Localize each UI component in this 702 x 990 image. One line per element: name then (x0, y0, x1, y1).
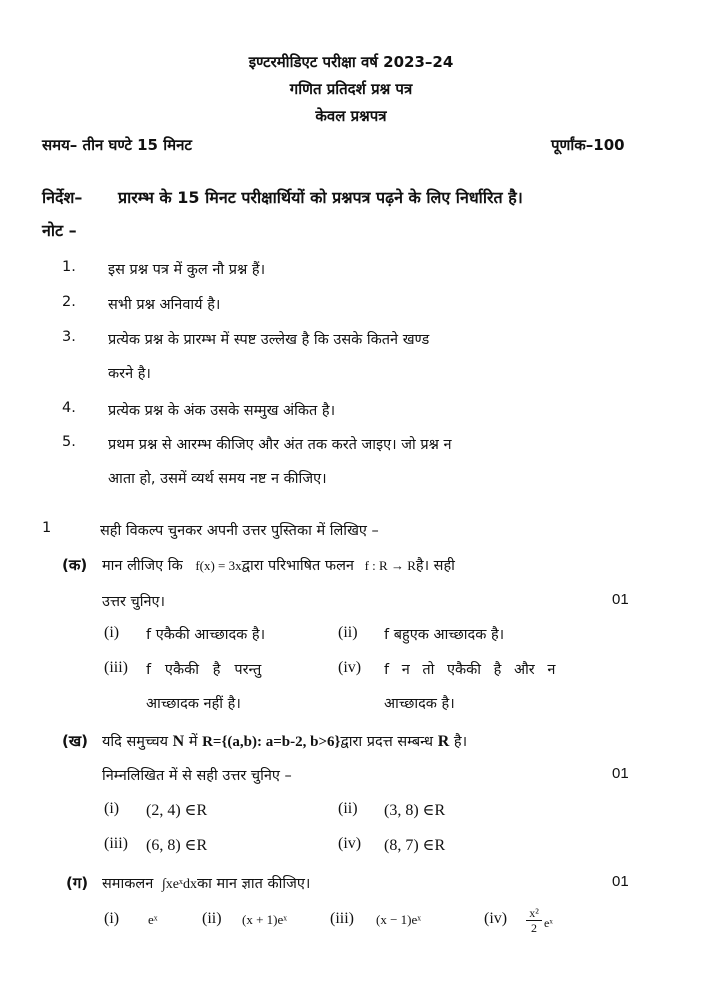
option-number: (i) (104, 624, 120, 641)
relation-definition: R={(a,b): a=b-2, b>6} (202, 734, 341, 750)
option-text: f बहुएक आच्छादक है। (384, 627, 505, 643)
part-text: समाकलन ∫xeˣdxका मान ज्ञात कीजिए। (102, 876, 311, 892)
option-text: (3, 8) ∈R (384, 802, 446, 819)
option-number: (ii) (338, 624, 358, 641)
part-marks: 01 (612, 873, 629, 890)
note-text: प्रत्येक प्रश्न के अंक उसके सम्मुख अंकित है। (108, 403, 336, 419)
note-number: 2. (62, 294, 76, 310)
note-text: प्रथम प्रश्न से आरम्भ कीजिए और अंत तक करते जाइए। जो प्रश्न न (108, 437, 452, 453)
option-number: (i) (104, 800, 120, 817)
part-text: यदि समुच्चय N में R={(a,b): a=b-2, b>6}द्वारा प्रदत्त सम्बन्ध R है। (102, 733, 468, 750)
option-fraction (526, 906, 542, 935)
option-text: eˣ (148, 912, 158, 927)
option-text: f एकैकी आच्छादक है। (146, 627, 266, 643)
option-text: f एकैकी है परन्तु (146, 662, 262, 678)
part-text-continued: निम्नलिखित में से सही उत्तर चुनिए – (102, 768, 292, 784)
relation-symbol: R (437, 733, 450, 750)
question-text: सही विकल्प चुनकर अपनी उत्तर पुस्तिका में लिखिए – (100, 523, 379, 539)
part-marks: 01 (612, 591, 629, 608)
direction-text: प्रारम्भ के 15 मिनट परीक्षार्थियों को प्रश्नपत्र पढ़ने के लिए निर्धारित है। (118, 188, 523, 207)
function-expression: f(x) = 3x (195, 558, 242, 573)
exam-title: इण्टरमीडिएट परीक्षा वर्ष 2023–24 (248, 53, 454, 71)
option-number: (iii) (330, 910, 354, 927)
part-label: (ग) (66, 874, 89, 892)
integral-expression: ∫xeˣdx (161, 877, 197, 892)
note-number: 5. (62, 434, 76, 450)
option-number: (ii) (338, 800, 358, 817)
note-text: प्रत्येक प्रश्न के प्रारम्भ में स्पष्ट उल्लेख है कि उसके कितने खण्ड (108, 332, 430, 348)
direction-label: निर्देश– (42, 188, 83, 207)
option-text: f न तो एकैकी है और न (384, 662, 556, 678)
option-text: (x − 1)eˣ (376, 912, 422, 927)
note-number: 4. (62, 400, 76, 416)
part-text: मान लीजिए कि f(x) = 3xद्वारा परिभाषित फलन f : R → Rहै। सही (102, 558, 455, 574)
option-text: (2, 4) ∈R (146, 802, 208, 819)
option-number: (iii) (104, 659, 128, 676)
part-label: (क) (62, 556, 88, 574)
subject-title: गणित प्रतिदर्श प्रश्न पत्र (289, 80, 413, 98)
note-number: 3. (62, 329, 76, 345)
question-number: 1 (42, 520, 52, 536)
note-text: इस प्रश्न पत्र में कुल नौ प्रश्न हैं। (108, 262, 266, 278)
option-text: (x + 1)eˣ (242, 912, 288, 927)
option-text: (8, 7) ∈R (384, 837, 446, 854)
note-number: 1. (62, 259, 76, 275)
paper-type: केवल प्रश्नपत्र (315, 107, 387, 125)
option-number: (ii) (202, 910, 222, 927)
option-text-continued: आच्छादक नहीं है। (146, 696, 241, 712)
note-text-continued: करने है। (108, 366, 151, 382)
option-text-continued: आच्छादक है। (384, 696, 455, 712)
fraction-numerator: x² (529, 906, 539, 920)
max-marks: पूर्णांक–100 (551, 136, 625, 154)
note-text: सभी प्रश्न अनिवार्य है। (108, 297, 221, 313)
option-text: (6, 8) ∈R (146, 837, 208, 854)
part-marks: 01 (612, 765, 629, 782)
option-number: (iv) (338, 659, 362, 676)
note-text-continued: आता हो, उसमें व्यर्थ समय नष्ट न कीजिए। (108, 471, 327, 487)
option-number: (iv) (338, 835, 362, 852)
fraction-denominator: 2 (531, 921, 537, 935)
option-text: eˣ (544, 916, 553, 930)
option-number: (i) (104, 910, 120, 927)
function-mapping: f : R → R (364, 558, 416, 573)
part-label: (ख) (62, 732, 88, 750)
part-text-continued: उत्तर चुनिए। (102, 594, 166, 610)
note-label: नोट – (42, 221, 77, 240)
set-symbol: N (172, 733, 185, 750)
option-number: (iii) (104, 835, 128, 852)
option-number: (iv) (484, 910, 508, 927)
time-allowed: समय– तीन घण्टे 15 मिनट (42, 136, 192, 154)
